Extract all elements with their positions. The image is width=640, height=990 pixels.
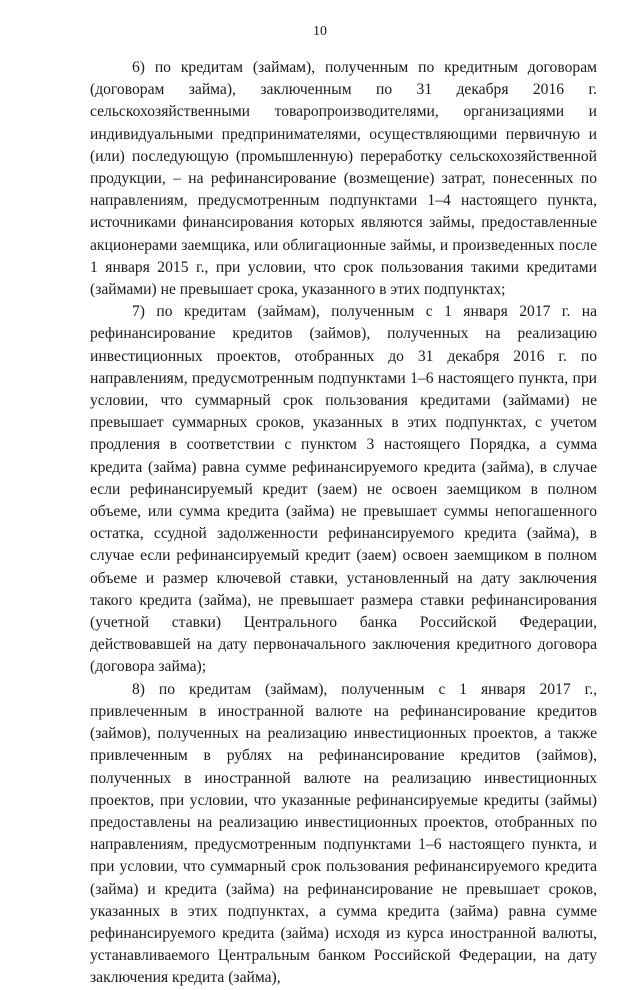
page-number: 10 (313, 24, 327, 39)
document-body (90, 57, 597, 990)
paragraph-item-6: 6) по кредитам (займам), полученным по кредитным договорам (договорам займа), заключенным по 31 декабря 2016 г. сельскохозяйственными товаропроизводителями, организациями и индивидуальными предпринимателями, осуществляющими первичную и (или) последующую (промышленную) переработку сельскохозяйственной продукции, – на рефинансирование (возмещение) затрат, понесенных по направлениям, предусмотренным подпунктами 1–4 настоящего пункта, источниками финансирования которых являются займы, предоставленные акционерами заемщика, или облигационные займы, и произведенных после 1 января 2015 г., при условии, что срок пользования такими кредитами (займами) не превышает срока, указанного в этих подпунктах; (90, 59, 597, 299)
paragraph-item-7: 7) по кредитам (займам), полученным с 1 января 2017 г. на рефинансирование кредитов (займов), полученных на реализацию инвестиционных проектов, отобранных до 31 декабря 2016 г. по направлениям, предусмотренным подпунктами 1–6 настоящего пункта, при условии, что суммарный срок пользования кредитами (займами) не превышает суммарных сроков, указанных в этих подпунктах, с учетом продления в соответствии с пунктом 3 настоящего Порядка, а сумма кредита (займа) равна сумме рефинансируемого кредита (займа), в случае если рефинансируемый кредит (заем) не освоен заемщиком в полном объеме, или сумма кредита (займа) не превышает суммы непогашенного остатка, ссудной задолженности рефинансируемого кредита (займа), в случае если рефинансируемый кредит (заем) освоен заемщиком в полном объеме и размер ключевой ставки, установленный на дату заключения такого кредита (займа), не превышает размера ставки рефинансирования (учетной ставки) Центрального банка Российской Федерации, действовавшей на дату первоначального заключения кредитного договора (договора займа); (90, 303, 597, 676)
paragraph-item-8: 8) по кредитам (займам), полученным с 1 января 2017 г., привлеченным в иностранной валюте на рефинансирование кредитов (займов), полученных на реализацию инвестиционных проектов, а также привлеченным в рублях на рефинансирование кредитов (займов), полученных в иностранной валюте на реализацию инвестиционных проектов, при условии, что указанные рефинансируемые кредиты (займы) предоставлены на реализацию инвестиционных проектов, отобранных по направлениям, предусмотренным подпунктами 1–6 настоящего пункта, и при условии, что суммарный срок пользования рефинансируемого кредита (займа) и кредита (займа) на рефинансирование не превышает сроков, указанных в этих подпунктах, а сумма кредита (займа) равна сумме рефинансируемого кредита (займа) исходя из курса иностранной валюты, устанавливаемого Центральным банком Российской Федерации, на дату заключения кредита (займа), (90, 680, 597, 987)
